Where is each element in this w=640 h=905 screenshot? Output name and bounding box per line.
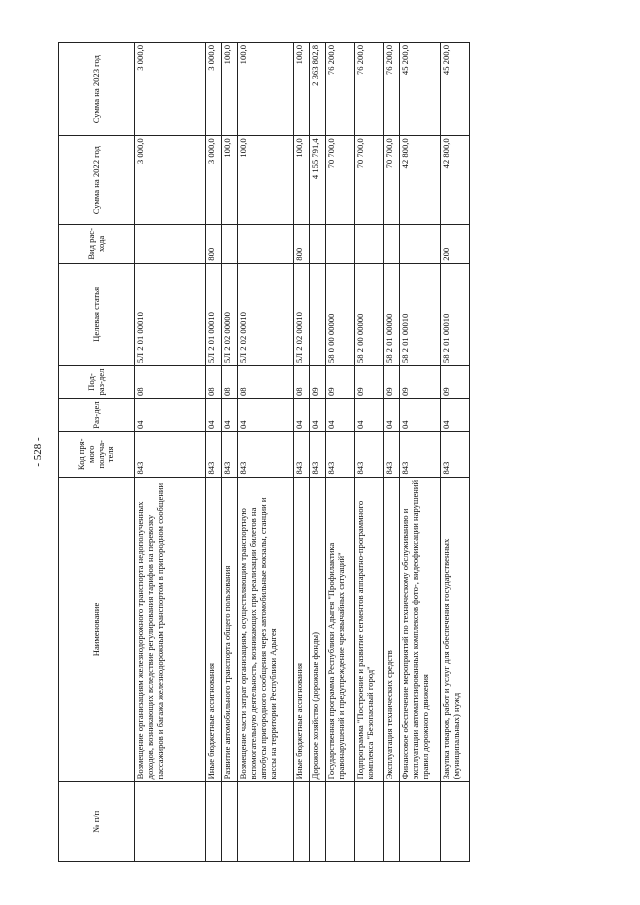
cell-s22: 4 155 791,4: [310, 136, 326, 225]
cell-cs: 5Л 2 02 00000: [221, 263, 237, 365]
cell-name: Государственная программа Республики Адыгея "Профилактика правонарушений и предупреждение чрезвычайных ситуаций": [326, 477, 355, 782]
cell-code: 843: [205, 432, 221, 478]
table-header-row: [59, 43, 135, 862]
cell-num: [293, 782, 309, 862]
cell-vr: 200: [441, 225, 470, 264]
header-target: Целевая статья: [59, 263, 135, 365]
table-row: [293, 43, 309, 862]
cell-rz: 04: [293, 399, 309, 432]
table-row: [310, 43, 326, 862]
cell-s22: 42 800,0: [399, 136, 440, 225]
cell-name: Возмещение организациям железнодорожного транспорта недополученных доходов, возникающих вследствие регулирования тарифов на перевозку пассажиров и багажа железнодорожным транспортом в пригородном сообщении: [135, 477, 206, 782]
cell-name: Закупка товаров, работ и услуг для обеспечения государственных (муниципальных) нужд: [441, 477, 470, 782]
cell-s22: 100,0: [238, 136, 294, 225]
cell-pr: 08: [238, 366, 294, 399]
cell-cs: 5Л 2 02 00010: [238, 263, 294, 365]
cell-s23: 76 200,0: [383, 43, 399, 136]
table-row: [326, 43, 355, 862]
cell-s22: 42 800,0: [441, 136, 470, 225]
cell-pr: 09: [383, 366, 399, 399]
cell-num: [310, 782, 326, 862]
cell-cs: 58 2 01 00010: [399, 263, 440, 365]
cell-vr: [238, 225, 294, 264]
cell-cs: 58 0 00 00000: [326, 263, 355, 365]
cell-rz: 04: [238, 399, 294, 432]
cell-name: Эксплуатация технических средств: [383, 477, 399, 782]
cell-num: [383, 782, 399, 862]
cell-s22: 100,0: [221, 136, 237, 225]
cell-vr: [326, 225, 355, 264]
cell-num: [135, 782, 206, 862]
header-num: № п/п: [59, 782, 135, 862]
cell-rz: 04: [355, 399, 384, 432]
cell-cs: 58 2 01 00000: [383, 263, 399, 365]
header-podrazdel: Под-раз-дел: [59, 366, 135, 399]
cell-num: [238, 782, 294, 862]
cell-vr: 800: [293, 225, 309, 264]
cell-vr: [310, 225, 326, 264]
table-row: [383, 43, 399, 862]
header-code: Код пря-мого получа-теля: [59, 432, 135, 478]
cell-name: Развитие автомобильного транспорта общего пользования: [221, 477, 237, 782]
cell-rz: 04: [383, 399, 399, 432]
cell-cs: 5Л 2 02 00010: [293, 263, 309, 365]
cell-code: 843: [238, 432, 294, 478]
table-row: [221, 43, 237, 862]
cell-s23: 3 000,0: [205, 43, 221, 136]
cell-s23: 3 000,0: [135, 43, 206, 136]
page-number: - 528 -: [32, 437, 44, 467]
cell-rz: 04: [441, 399, 470, 432]
cell-pr: 09: [441, 366, 470, 399]
cell-vr: [221, 225, 237, 264]
table-row: [399, 43, 440, 862]
cell-name: Иные бюджетные ассигнования: [205, 477, 221, 782]
cell-code: 843: [221, 432, 237, 478]
table-row: [205, 43, 221, 862]
cell-cs: 5Л 2 01 00010: [205, 263, 221, 365]
cell-name: Финансовое обеспечение мероприятий по техническому обслуживанию и эксплуатации автоматизированных комплексов фото-, видеофиксации нарушений правил дорожного движения: [399, 477, 440, 782]
cell-rz: 04: [205, 399, 221, 432]
cell-code: 843: [355, 432, 384, 478]
cell-code: 843: [383, 432, 399, 478]
cell-pr: 08: [135, 366, 206, 399]
cell-code: 843: [310, 432, 326, 478]
cell-pr: 08: [293, 366, 309, 399]
cell-vr: [355, 225, 384, 264]
cell-s23: 100,0: [293, 43, 309, 136]
cell-rz: 04: [310, 399, 326, 432]
cell-s23: 100,0: [238, 43, 294, 136]
cell-num: [205, 782, 221, 862]
cell-name: Подпрограмма "Построение и развитие сегментов аппаратно-программного комплекса "Безопасный город": [355, 477, 384, 782]
cell-cs: 58 2 01 00010: [441, 263, 470, 365]
cell-cs: 5Л 2 01 00010: [135, 263, 206, 365]
cell-code: 843: [135, 432, 206, 478]
header-razdel: Раз-дел: [59, 399, 135, 432]
cell-s22: 3 000,0: [205, 136, 221, 225]
cell-name: Дорожное хозяйство (дорожные фонды): [310, 477, 326, 782]
cell-s23: 45 200,0: [441, 43, 470, 136]
header-sum2022: Сумма на 2022 год: [59, 136, 135, 225]
cell-code: 843: [399, 432, 440, 478]
header-name: Наименование: [59, 477, 135, 782]
cell-code: 843: [293, 432, 309, 478]
cell-s23: 76 200,0: [355, 43, 384, 136]
cell-name: Возмещение части затрат организациям, осуществляющим транспортную вспомогательную деятельность, возникающих при реализации билетов на автобусы пригородного сообщения через автомобильные вокзалы, станции и кассы на территории Республики Адыгея: [238, 477, 294, 782]
cell-num: [441, 782, 470, 862]
cell-vr: [383, 225, 399, 264]
table-row: [135, 43, 206, 862]
cell-name: Иные бюджетные ассигнования: [293, 477, 309, 782]
budget-table: [58, 42, 470, 862]
table-row: [355, 43, 384, 862]
cell-num: [221, 782, 237, 862]
cell-pr: 08: [221, 366, 237, 399]
table-row: [441, 43, 470, 862]
cell-pr: 09: [355, 366, 384, 399]
cell-vr: [399, 225, 440, 264]
cell-num: [399, 782, 440, 862]
cell-num: [326, 782, 355, 862]
cell-rz: 04: [135, 399, 206, 432]
cell-pr: 09: [399, 366, 440, 399]
cell-s23: 2 363 802,8: [310, 43, 326, 136]
cell-s23: 76 200,0: [326, 43, 355, 136]
cell-num: [355, 782, 384, 862]
cell-s22: 70 700,0: [326, 136, 355, 225]
cell-s22: 70 700,0: [355, 136, 384, 225]
cell-pr: 09: [326, 366, 355, 399]
cell-s22: 70 700,0: [383, 136, 399, 225]
cell-rz: 04: [221, 399, 237, 432]
header-sum2023: Сумма на 2023 год: [59, 43, 135, 136]
cell-vr: 800: [205, 225, 221, 264]
cell-cs: [310, 263, 326, 365]
cell-s22: 100,0: [293, 136, 309, 225]
header-vid: Вид рас-хода: [59, 225, 135, 264]
cell-vr: [135, 225, 206, 264]
cell-rz: 04: [399, 399, 440, 432]
cell-s23: 100,0: [221, 43, 237, 136]
cell-code: 843: [326, 432, 355, 478]
cell-pr: 09: [310, 366, 326, 399]
cell-s23: 45 200,0: [399, 43, 440, 136]
rotated-table-region: [58, 42, 470, 862]
cell-code: 843: [441, 432, 470, 478]
cell-rz: 04: [326, 399, 355, 432]
cell-pr: 08: [205, 366, 221, 399]
cell-cs: 58 2 00 00000: [355, 263, 384, 365]
cell-s22: 3 000,0: [135, 136, 206, 225]
table-row: [238, 43, 294, 862]
